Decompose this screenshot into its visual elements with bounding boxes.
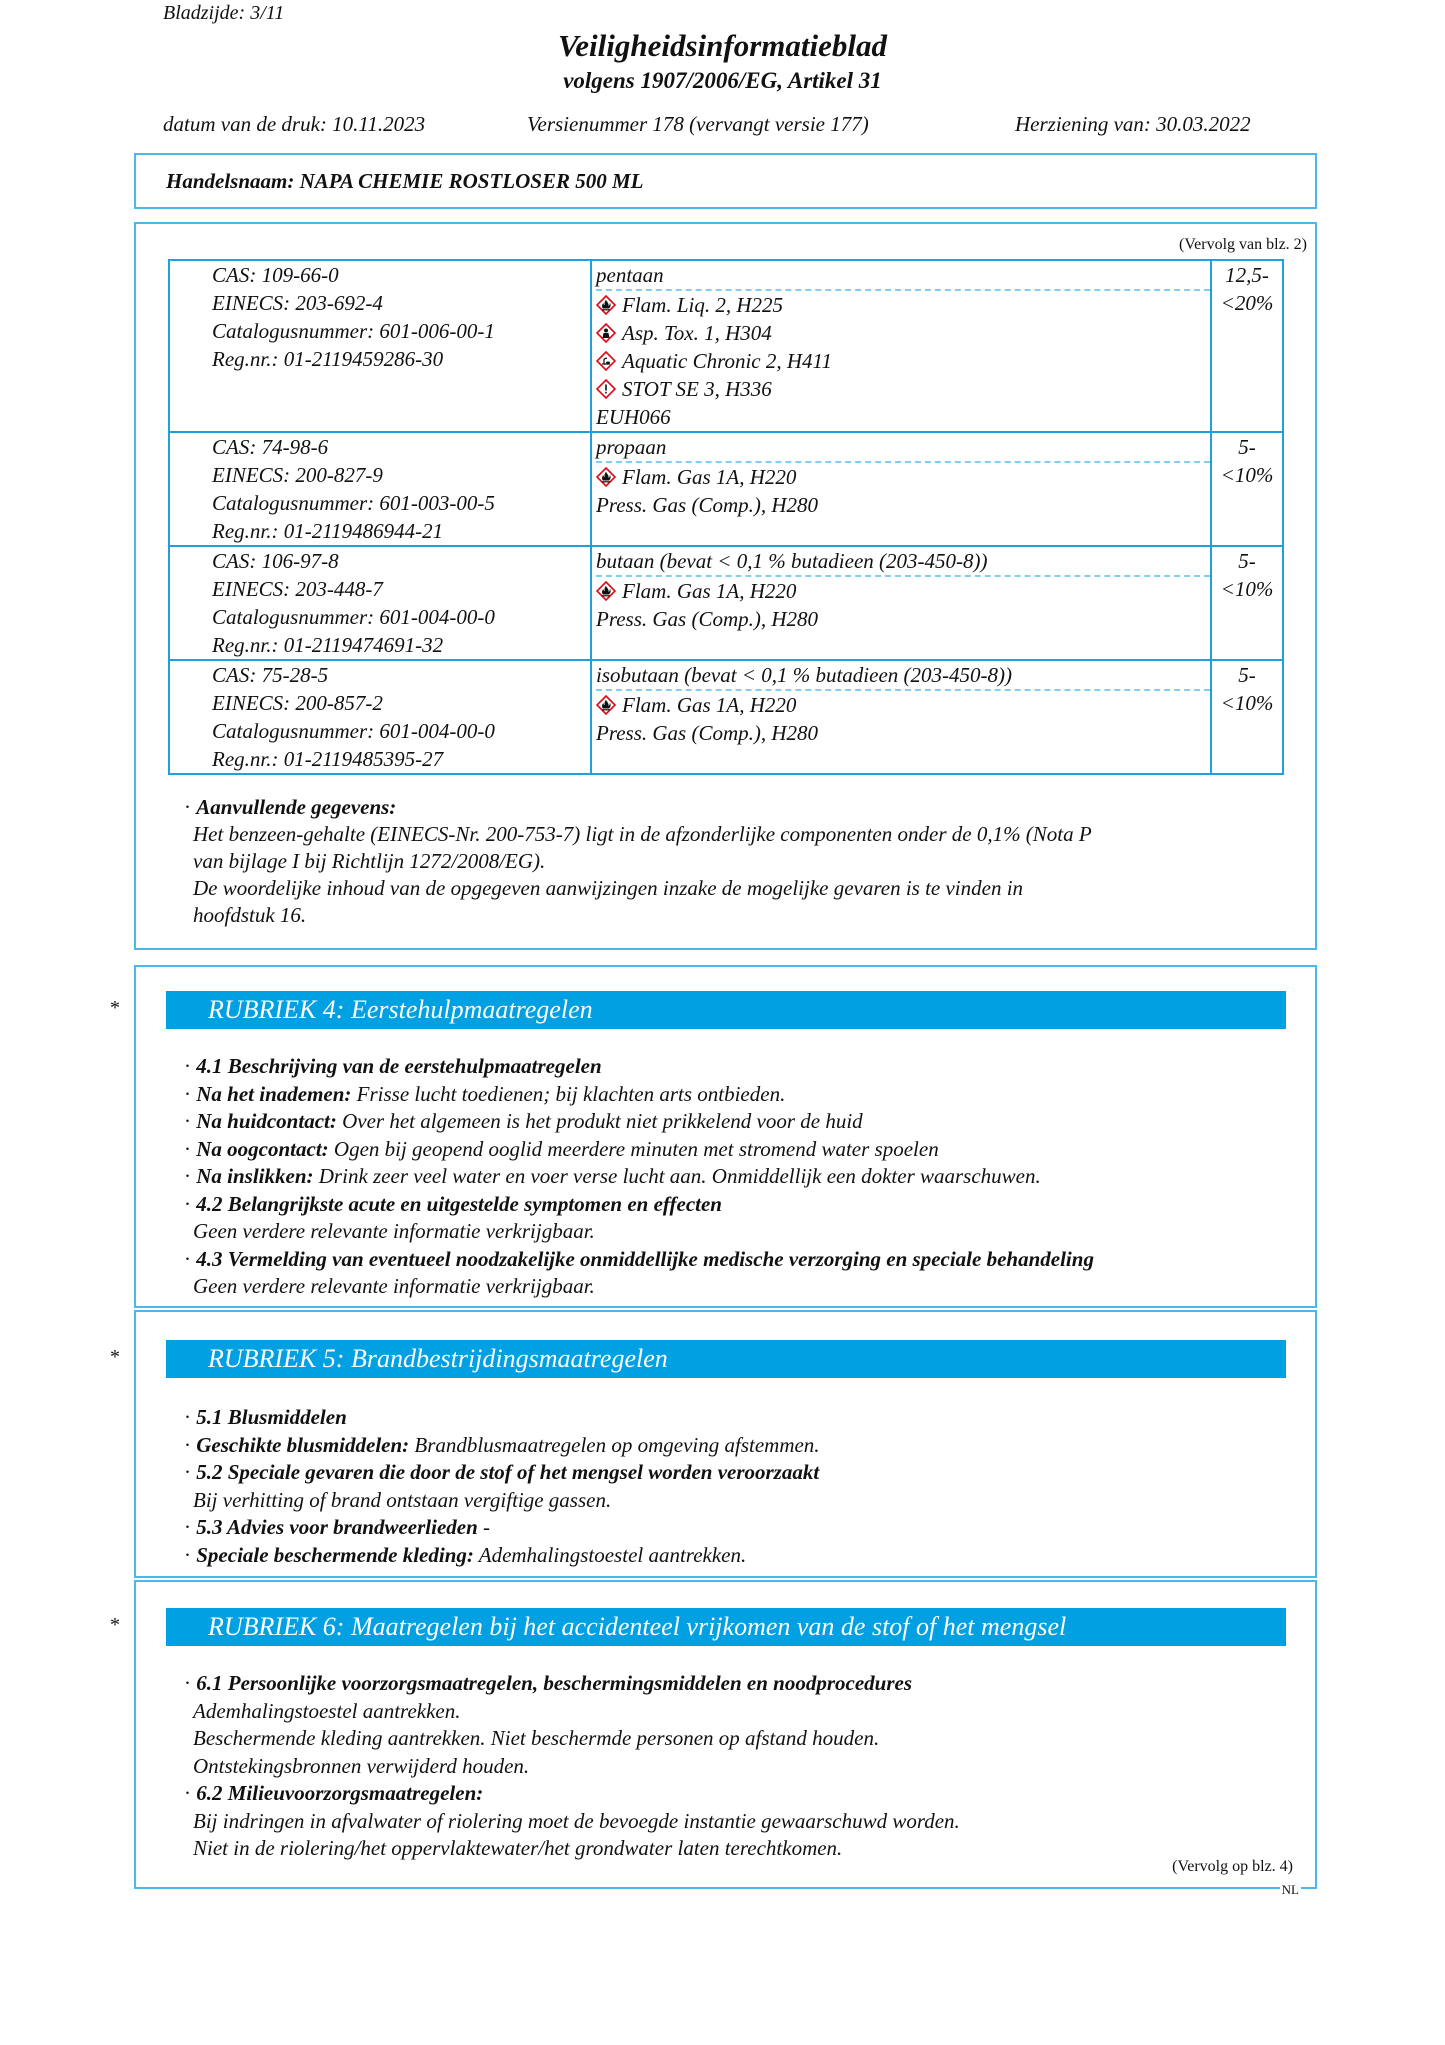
component-name: butaan (bevat < 0,1 % butadieen (203-450-8)) (596, 547, 1210, 577)
line-label: 6.2 Milieuvoorzorgsmaatregelen: (196, 1781, 484, 1805)
bullet: · (184, 1515, 197, 1539)
hazard-statement (596, 463, 1210, 491)
revision-date: Herziening van: 30.03.2022 (1015, 112, 1251, 136)
component-identifiers (169, 660, 591, 774)
language-code: NL (1281, 1882, 1299, 1897)
section-6-header: RUBRIEK 6: Maatregelen bij het accidenteel vrijkomen van de stof of het mengsel (166, 1608, 1286, 1646)
hazard-text: Press. Gas (Comp.), H280 (596, 493, 819, 517)
component-row (169, 660, 1283, 774)
bullet: · (184, 1405, 197, 1429)
bullet: · (184, 1164, 197, 1188)
bullet: · (184, 1136, 197, 1161)
component-id: EINECS: 200-857-2 (212, 691, 383, 715)
section-4-box (110, 965, 1317, 1308)
section-line (184, 1218, 1304, 1246)
trade-name-box (134, 153, 1317, 209)
component-concentration: 12,5-<20% (1211, 260, 1283, 432)
additional-info-label: Aanvullende gegevens: (196, 795, 397, 819)
hazard-statement (596, 403, 1210, 431)
bullet: · (184, 1246, 197, 1271)
section-5-content (184, 1404, 1304, 1569)
hazard-text: EUH066 (596, 405, 671, 429)
bullet: · (184, 1671, 197, 1695)
section-line (184, 1670, 1304, 1698)
component-id: EINECS: 203-448-7 (212, 577, 383, 601)
section-line (184, 1432, 1304, 1460)
hazard-statement (596, 347, 1210, 375)
component-id: CAS: 109-66-0 (212, 263, 339, 287)
component-id: CAS: 106-97-8 (212, 549, 339, 573)
line-text: Niet in de riolering/het oppervlaktewater/het grondwater laten terechtkomen. (193, 1836, 843, 1860)
section-line (184, 1487, 1304, 1515)
hazard-text: Press. Gas (Comp.), H280 (596, 721, 819, 745)
flame-icon (596, 467, 616, 487)
hazard-text: Asp. Tox. 1, H304 (622, 321, 772, 345)
line-text: Brandblusmaatregelen op omgeving afstemmen. (409, 1432, 820, 1457)
additional-info-line: van bijlage I bij Richtlijn 1272/2008/EG). (193, 849, 546, 873)
additional-info: · Aanvullende gegevens: Het benzeen-gehalte (EINECS-Nr. 200-753-7) ligt in de afzonderlijke componenten onder de 0,1% (Nota P van bijlage I bij Richtlijn 1272/2008/EG). De woordelijke inhoud van de opgegeven aanwijzingen inzake de mogelijke gevaren is te vinden in hoofdstuk 16. (184, 794, 1294, 929)
line-text: - (477, 1515, 491, 1539)
section-5-box (110, 1310, 1317, 1578)
hazard-text: STOT SE 3, H336 (622, 377, 772, 401)
section-line (184, 1835, 1304, 1863)
line-label: 6.1 Persoonlijke voorzorgsmaatregelen, beschermingsmiddelen en noodprocedures (196, 1671, 912, 1695)
continued-on-note: (Vervolg op blz. 4) (1172, 1858, 1293, 1875)
bullet: · (184, 1542, 197, 1567)
component-name: propaan (596, 433, 1210, 463)
line-text: Ademhalingstoestel aantrekken. (193, 1698, 461, 1723)
component-identifiers (169, 260, 591, 432)
section-line (184, 1698, 1304, 1726)
component-row (169, 546, 1283, 660)
component-id: Reg.nr.: 01-2119485395-27 (212, 747, 444, 771)
environment-icon (596, 351, 616, 371)
hazard-text: Press. Gas (Comp.), H280 (596, 607, 819, 631)
hazard-statement (596, 577, 1210, 605)
line-label: 4.3 Vermelding van eventueel noodzakelijke onmiddellijke medische verzorging en speciale behandeling (196, 1246, 1094, 1271)
section-5-header: RUBRIEK 5: Brandbestrijdingsmaatregelen (166, 1340, 1286, 1378)
section-line (184, 1136, 1304, 1164)
component-id: Reg.nr.: 01-2119486944-21 (212, 519, 444, 543)
flame-icon (596, 581, 616, 601)
document-subtitle: volgens 1907/2006/EG, Artikel 31 (563, 68, 882, 93)
line-label: 5.1 Blusmiddelen (196, 1405, 347, 1429)
component-id: Reg.nr.: 01-2119459286-30 (212, 347, 444, 371)
line-text: Beschermende kleding aantrekken. Niet beschermde personen op afstand houden. (193, 1726, 880, 1750)
bullet: · (184, 1109, 197, 1133)
section-line (184, 1246, 1304, 1274)
line-text: Ogen bij geopend ooglid meerdere minuten met stromend water spoelen (328, 1136, 939, 1161)
line-text: Frisse lucht toedienen; bij klachten arts ontbieden. (351, 1081, 786, 1106)
line-label: Na het inademen: (196, 1081, 352, 1106)
hazard-statement (596, 691, 1210, 719)
exclamation-icon (596, 379, 616, 399)
line-label: 5.2 Speciale gevaren die door de stof of het mengsel worden veroorzaakt (196, 1460, 820, 1484)
additional-info-line: hoofdstuk 16. (193, 903, 307, 927)
section-line (184, 1459, 1304, 1487)
hazard-statement (596, 605, 1210, 633)
section-4-header: RUBRIEK 4: Eerstehulpmaatregelen (166, 991, 1286, 1029)
continued-from-note: (Vervolg van blz. 2) (1179, 236, 1307, 253)
line-label: Geschikte blusmiddelen: (196, 1432, 410, 1457)
line-label: 5.3 Advies voor brandweerlieden (196, 1515, 478, 1539)
line-label: Na inslikken: (196, 1164, 314, 1188)
section-line (184, 1404, 1304, 1432)
revision-marker: * (110, 997, 120, 1019)
component-id: EINECS: 203-692-4 (212, 291, 383, 315)
component-id: Catalogusnummer: 601-003-00-5 (212, 491, 495, 515)
section-line (184, 1273, 1304, 1301)
hazard-text: Flam. Liq. 2, H225 (622, 293, 784, 317)
component-id: CAS: 74-98-6 (212, 435, 329, 459)
component-id: Catalogusnummer: 601-004-00-0 (212, 605, 495, 629)
section-6-content (184, 1670, 1304, 1863)
hazard-text: Aquatic Chronic 2, H411 (622, 349, 832, 373)
line-label: 4.1 Beschrijving van de eerstehulpmaatregelen (196, 1054, 602, 1078)
hazard-statement (596, 491, 1210, 519)
revision-marker: * (110, 1346, 120, 1368)
line-label: Speciale beschermende kleding: (196, 1542, 474, 1567)
section-line (184, 1780, 1304, 1808)
hazard-text: Flam. Gas 1A, H220 (622, 693, 797, 717)
component-classification (591, 546, 1211, 660)
bullet: · (184, 1460, 197, 1484)
component-classification (591, 660, 1211, 774)
section-line (184, 1753, 1304, 1781)
flame-icon (596, 695, 616, 715)
additional-info-line: Het benzeen-gehalte (EINECS-Nr. 200-753-7) ligt in de afzonderlijke componenten onder de 0,1% (Nota P (193, 822, 1092, 846)
bullet: · (184, 1432, 197, 1457)
hazard-statement (596, 291, 1210, 319)
print-date: datum van de druk: 10.11.2023 (163, 112, 426, 136)
line-text: Ontstekingsbronnen verwijderd houden. (193, 1753, 530, 1778)
section-line (184, 1808, 1304, 1836)
component-classification (591, 260, 1211, 432)
hazard-statement (596, 319, 1210, 347)
version-number: Versienummer 178 (vervangt versie 177) (527, 112, 869, 136)
section-line (184, 1108, 1304, 1136)
line-text: Bij verhitting of brand ontstaan vergiftige gassen. (193, 1487, 612, 1512)
component-identifiers (169, 432, 591, 546)
component-id: CAS: 75-28-5 (212, 663, 329, 687)
line-text: Over het algemeen is het produkt niet prikkelend voor de huid (336, 1109, 863, 1133)
bullet: · (184, 1054, 197, 1078)
line-text: Drink zeer veel water en voer verse lucht aan. Onmiddellijk een dokter waarschuwen. (313, 1164, 1041, 1188)
component-id: Catalogusnummer: 601-006-00-1 (212, 319, 495, 343)
section-line (184, 1542, 1304, 1570)
component-identifiers (169, 546, 591, 660)
component-id: EINECS: 200-827-9 (212, 463, 383, 487)
component-concentration: 5-<10% (1211, 546, 1283, 660)
hazard-statement (596, 375, 1210, 403)
additional-info-line: De woordelijke inhoud van de opgegeven aanwijzingen inzake de mogelijke gevaren is te vinden in (193, 876, 1024, 900)
component-concentration: 5-<10% (1211, 432, 1283, 546)
hazard-text: Flam. Gas 1A, H220 (622, 465, 797, 489)
component-name: isobutaan (bevat < 0,1 % butadieen (203-450-8)) (596, 661, 1210, 691)
line-text: Ademhalingstoestel aantrekken. (473, 1542, 747, 1567)
section-line (184, 1514, 1304, 1542)
components-table (168, 259, 1284, 775)
component-row (169, 260, 1283, 432)
composition-box (134, 222, 1317, 950)
section-line (184, 1163, 1304, 1191)
bullet: · (184, 1781, 197, 1805)
section-6-box (110, 1580, 1317, 1897)
section-line (184, 1081, 1304, 1109)
line-text: Bij indringen in afvalwater of riolering moet de bevoegde instantie gewaarschuwd worden. (193, 1808, 960, 1833)
revision-marker: * (110, 1614, 120, 1636)
section-line (184, 1053, 1304, 1081)
page-number: Bladzijde: 3/11 (163, 2, 285, 24)
line-label: 4.2 Belangrijkste acute en uitgestelde symptomen en effecten (196, 1191, 722, 1216)
line-label: Na oogcontact: (196, 1136, 329, 1161)
line-label: Na huidcontact: (196, 1109, 337, 1133)
trade-name: Handelsnaam: NAPA CHEMIE ROSTLOSER 500 ML (166, 169, 644, 193)
line-text: Geen verdere relevante informatie verkrijgbaar. (193, 1274, 595, 1298)
line-text: Geen verdere relevante informatie verkrijgbaar. (193, 1219, 595, 1243)
component-classification (591, 432, 1211, 546)
health-hazard-icon (596, 323, 616, 343)
section-4-content (184, 1053, 1304, 1301)
hazard-text: Flam. Gas 1A, H220 (622, 579, 797, 603)
document-title: Veiligheidsinformatieblad (558, 28, 887, 63)
section-line (184, 1191, 1304, 1219)
component-name: pentaan (596, 261, 1210, 291)
component-row (169, 432, 1283, 546)
hazard-statement (596, 719, 1210, 747)
section-line (184, 1725, 1304, 1753)
component-id: Reg.nr.: 01-2119474691-32 (212, 633, 444, 657)
bullet: · (184, 1081, 197, 1106)
bullet: · (184, 1191, 197, 1216)
component-id: Catalogusnummer: 601-004-00-0 (212, 719, 495, 743)
flame-icon (596, 295, 616, 315)
component-concentration: 5-<10% (1211, 660, 1283, 774)
